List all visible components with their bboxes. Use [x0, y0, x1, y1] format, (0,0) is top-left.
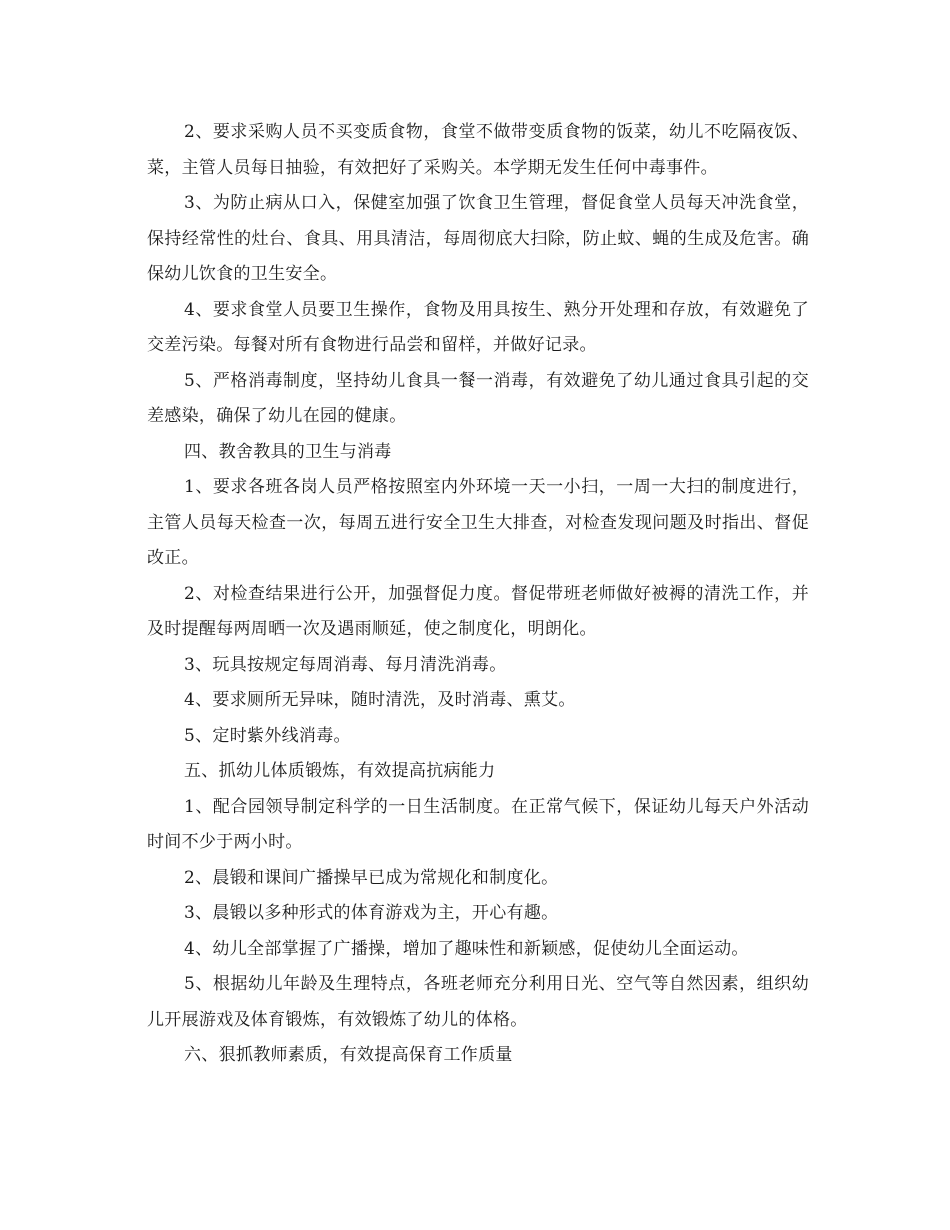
paragraph-item-1-cleaning-routine: 1、要求各班各岗人员严格按照室内外环境一天一小扫，一周一大扫的制度进行，主管人员每天检查一次，每周五进行安全卫生大排查，对检查发现问题及时指出、督促改正。	[147, 477, 809, 568]
section-heading-six: 六、狠抓教师素质，有效提高保育工作质量	[184, 1045, 513, 1065]
section-heading-four: 四、教舍教具的卫生与消毒	[184, 441, 392, 462]
paragraph-item-1-daily-schedule: 1、配合园领导制定科学的一日生活制度。在正常气候下，保证幼儿每天户外活动时间不少于两小时。	[147, 796, 809, 852]
paragraph-item-4-toilets: 4、要求厕所无异味，随时清洗，及时消毒、熏艾。	[184, 690, 576, 710]
paragraph-item-3-sports-games: 3、晨锻以多种形式的体育游戏为主，开心有趣。	[184, 903, 559, 923]
paragraph-item-2-morning-exercise: 2、晨锻和课间广播操早已成为常规化和制度化。	[184, 867, 559, 888]
document-body	[147, 115, 809, 1074]
paragraph-item-4-hygienic-operation: 4、要求食堂人员要卫生操作，食物及用具按生、熟分开处理和存放，有效避免了交差污染。每餐对所有食物进行品尝和留样，并做好记录。	[147, 299, 809, 355]
paragraph-item-3-kitchen-hygiene: 3、为防止病从口入，保健室加强了饮食卫生管理，督促食堂人员每天冲洗食堂，保持经常性的灶台、食具、用具清洁，每周彻底大扫除，防止蚊、蝇的生成及危害。确保幼儿饮食的卫生安全。	[147, 193, 809, 284]
paragraph-item-3-toys: 3、玩具按规定每周消毒、每月清洗消毒。	[184, 654, 507, 675]
paragraph-item-2-public-results: 2、对检查结果进行公开，加强督促力度。督促带班老师做好被褥的清洗工作，并及时提醒每两周晒一次及遇雨顺延，使之制度化，明朗化。	[147, 583, 809, 639]
paragraph-item-4-broadcast-exercise: 4、幼儿全部掌握了广播操，增加了趣味性和新颖感，促使幼儿全面运动。	[184, 938, 749, 959]
section-heading-five: 五、抓幼儿体质锻炼，有效提高抗病能力	[184, 761, 496, 781]
paragraph-item-5-uv-disinfection: 5、定时紫外线消毒。	[184, 725, 351, 746]
paragraph-item-5-disinfection-system: 5、严格消毒制度，坚持幼儿食具一餐一消毒，有效避免了幼儿通过食具引起的交差感染，确保了幼儿在园的健康。	[147, 370, 809, 426]
paragraph-item-5-natural-factors: 5、根据幼儿年龄及生理特点，各班老师充分利用日光、空气等自然因素，组织幼儿开展游戏及体育锻炼，有效锻炼了幼儿的体格。	[147, 974, 809, 1030]
paragraph-item-2-purchasing: 2、要求采购人员不买变质食物，食堂不做带变质食物的饭菜，幼儿不吃隔夜饭、菜，主管人员每日抽验，有效把好了采购关。本学期无发生任何中毒事件。	[147, 122, 809, 178]
